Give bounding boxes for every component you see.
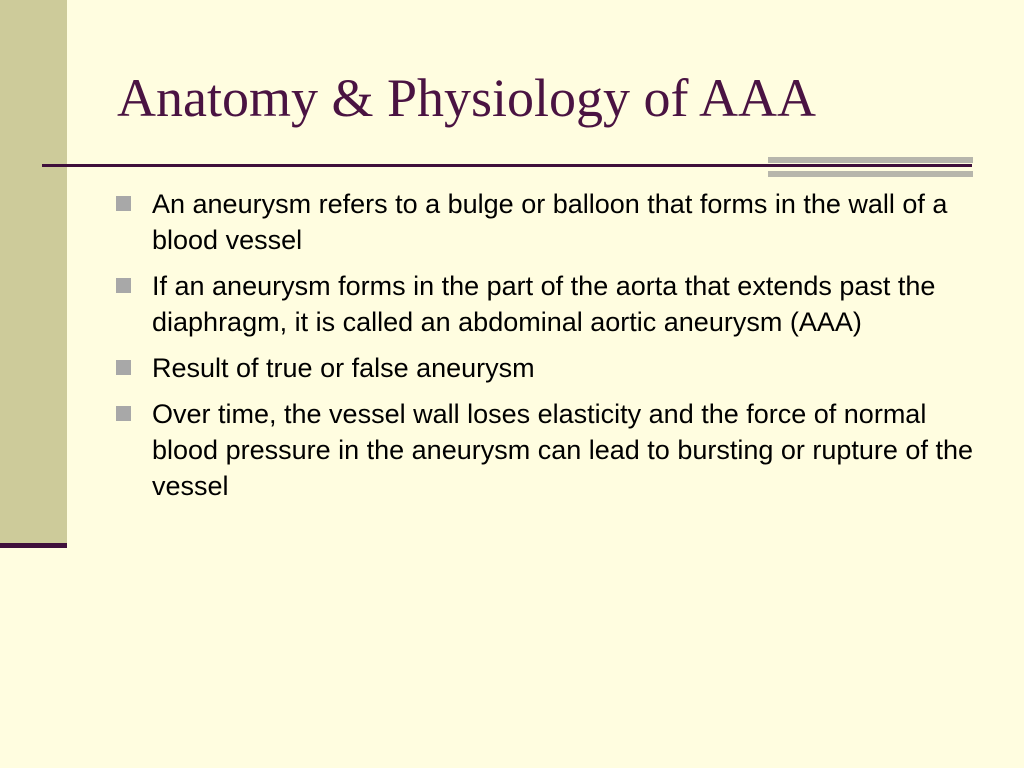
title-accent-bar-top xyxy=(768,157,973,163)
side-bar-rule xyxy=(0,543,67,548)
bullet-text: Over time, the vessel wall loses elasticity and the force of normal blood pressure in the aneurysm can lead to bursting or rupture of the vessel xyxy=(152,399,973,501)
title-underline-rule xyxy=(42,164,972,167)
bullet-list xyxy=(114,186,974,514)
square-bullet-icon xyxy=(116,406,131,421)
title-accent-bar-bottom xyxy=(768,171,973,177)
bullet-item xyxy=(114,396,974,504)
bullet-text: If an aneurysm forms in the part of the aorta that extends past the diaphragm, it is called an abdominal aortic aneurysm (AAA) xyxy=(152,271,936,337)
bullet-item xyxy=(114,350,974,386)
bullet-text: Result of true or false aneurysm xyxy=(152,353,535,383)
square-bullet-icon xyxy=(116,360,131,375)
square-bullet-icon xyxy=(116,196,131,211)
bullet-text: An aneurysm refers to a bulge or balloon that forms in the wall of a blood vessel xyxy=(152,189,948,255)
bullet-item xyxy=(114,268,974,340)
slide-title: Anatomy & Physiology of AAA xyxy=(117,68,817,128)
bullet-item xyxy=(114,186,974,258)
square-bullet-icon xyxy=(116,278,131,293)
side-decorative-bar xyxy=(0,0,67,543)
